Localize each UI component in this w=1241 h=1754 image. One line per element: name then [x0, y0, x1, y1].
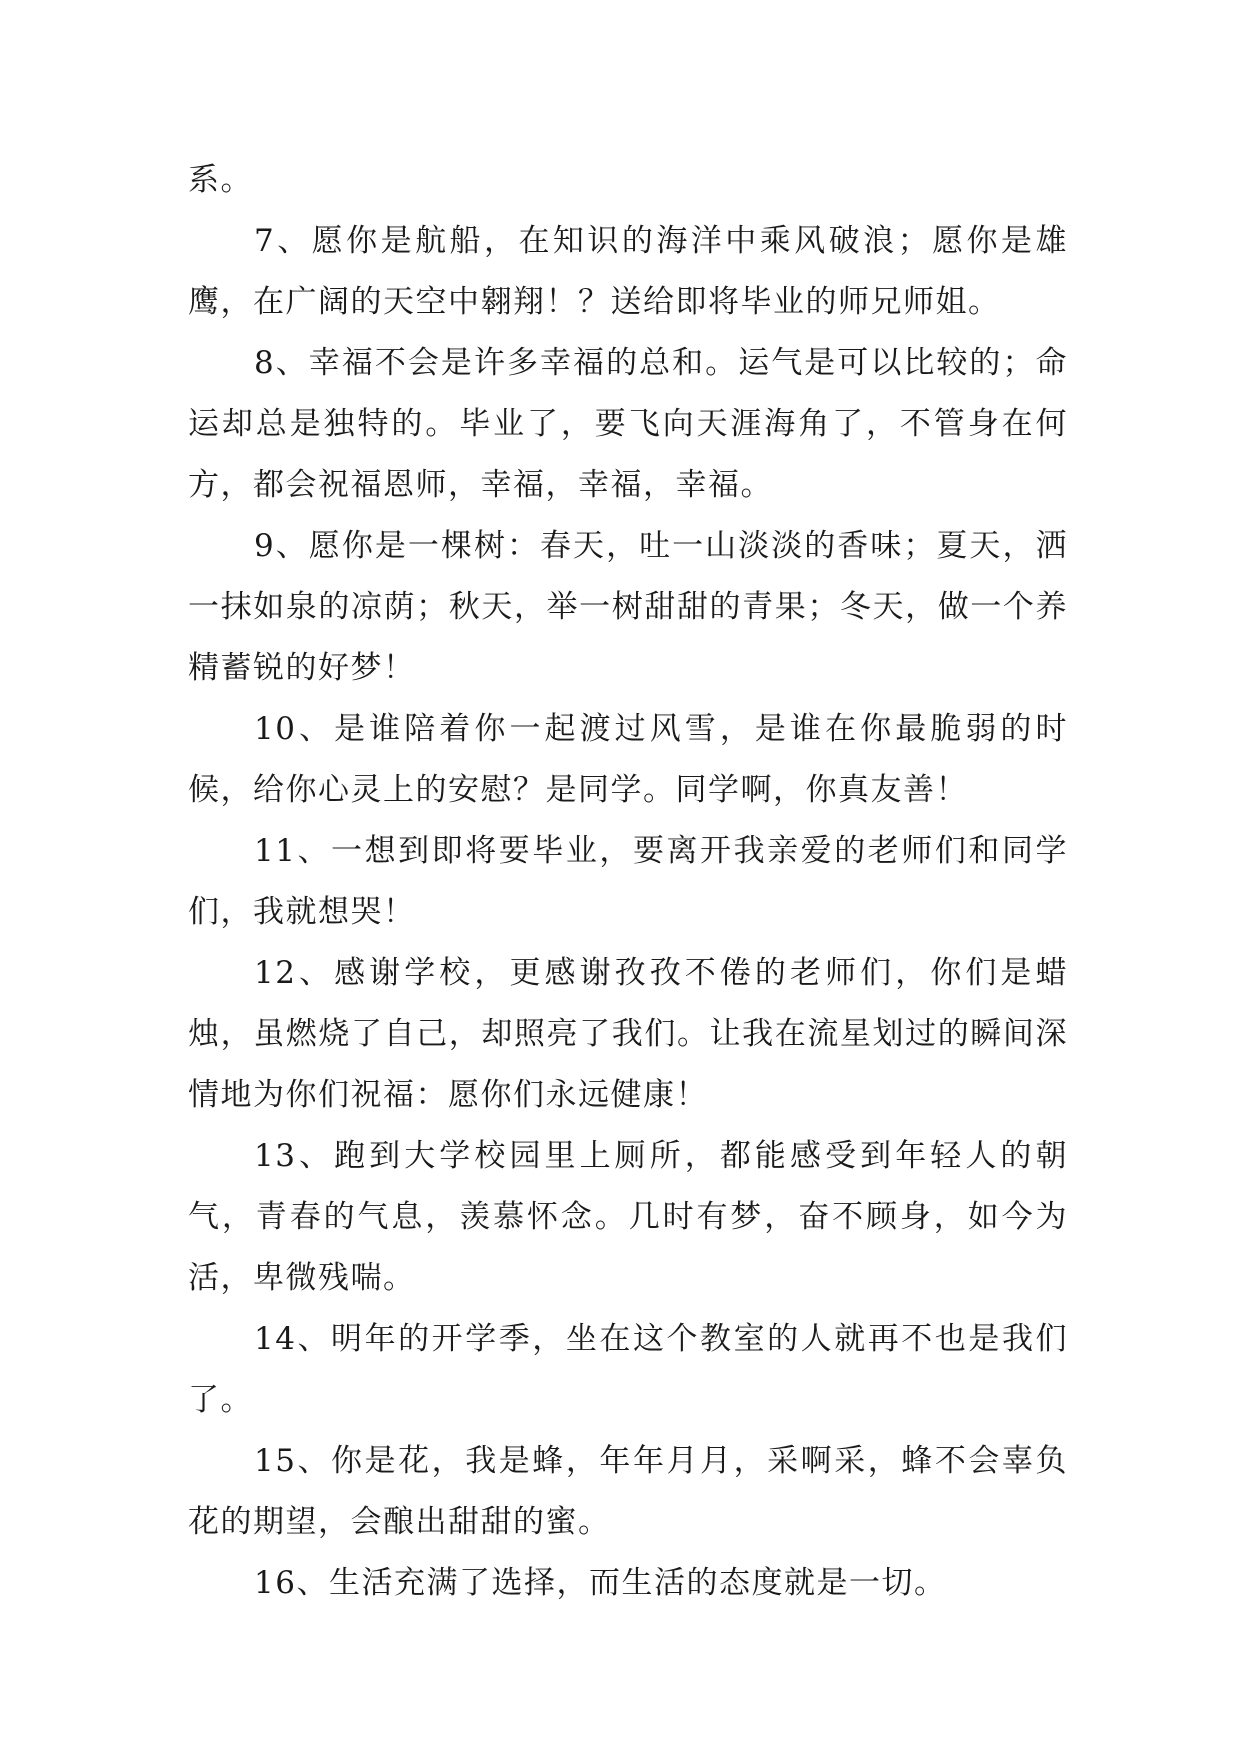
paragraph-item-9: 9、愿你是一棵树：春天，吐一山淡淡的香味；夏天，洒一抹如泉的凉荫；秋天，举一树甜甜的青果；冬天，做一个养精蓄锐的好梦！: [188, 528, 1068, 686]
paragraph-item-7: 7、愿你是航船，在知识的海洋中乘风破浪；愿你是雄鹰，在广阔的天空中翱翔！？送给即将毕业的师兄师姐。: [188, 223, 1068, 320]
document-body: [188, 150, 1068, 1614]
paragraph-item-14: 14、明年的开学季，坐在这个教室的人就再不也是我们了。: [188, 1321, 1068, 1418]
paragraph-item-16: 16、生活充满了选择，而生活的态度就是一切。: [254, 1565, 947, 1601]
paragraph-item-8: 8、幸福不会是许多幸福的总和。运气是可以比较的；命运却总是独特的。毕业了，要飞向天涯海角了，不管身在何方，都会祝福恩师，幸福，幸福，幸福。: [188, 345, 1068, 503]
paragraph-item-12: 12、感谢学校，更感谢孜孜不倦的老师们，你们是蜡烛，虽燃烧了自己，却照亮了我们。让我在流星划过的瞬间深情地为你们祝福：愿你们永远健康！: [188, 955, 1068, 1113]
paragraph-item-13: 13、跑到大学校园里上厕所，都能感受到年轻人的朝气，青春的气息，羡慕怀念。几时有梦，奋不顾身，如今为活，卑微残喘。: [188, 1138, 1068, 1296]
paragraph-item-11: 11、一想到即将要毕业，要离开我亲爱的老师们和同学们，我就想哭！: [188, 833, 1068, 930]
paragraph-item-15: 15、你是花，我是蜂，年年月月，采啊采，蜂不会辜负花的期望，会酿出甜甜的蜜。: [188, 1443, 1068, 1540]
paragraph-item-10: 10、是谁陪着你一起渡过风雪，是谁在你最脆弱的时候，给你心灵上的安慰？是同学。同学啊，你真友善！: [188, 711, 1068, 808]
paragraph-continuation: 系。: [188, 162, 253, 198]
